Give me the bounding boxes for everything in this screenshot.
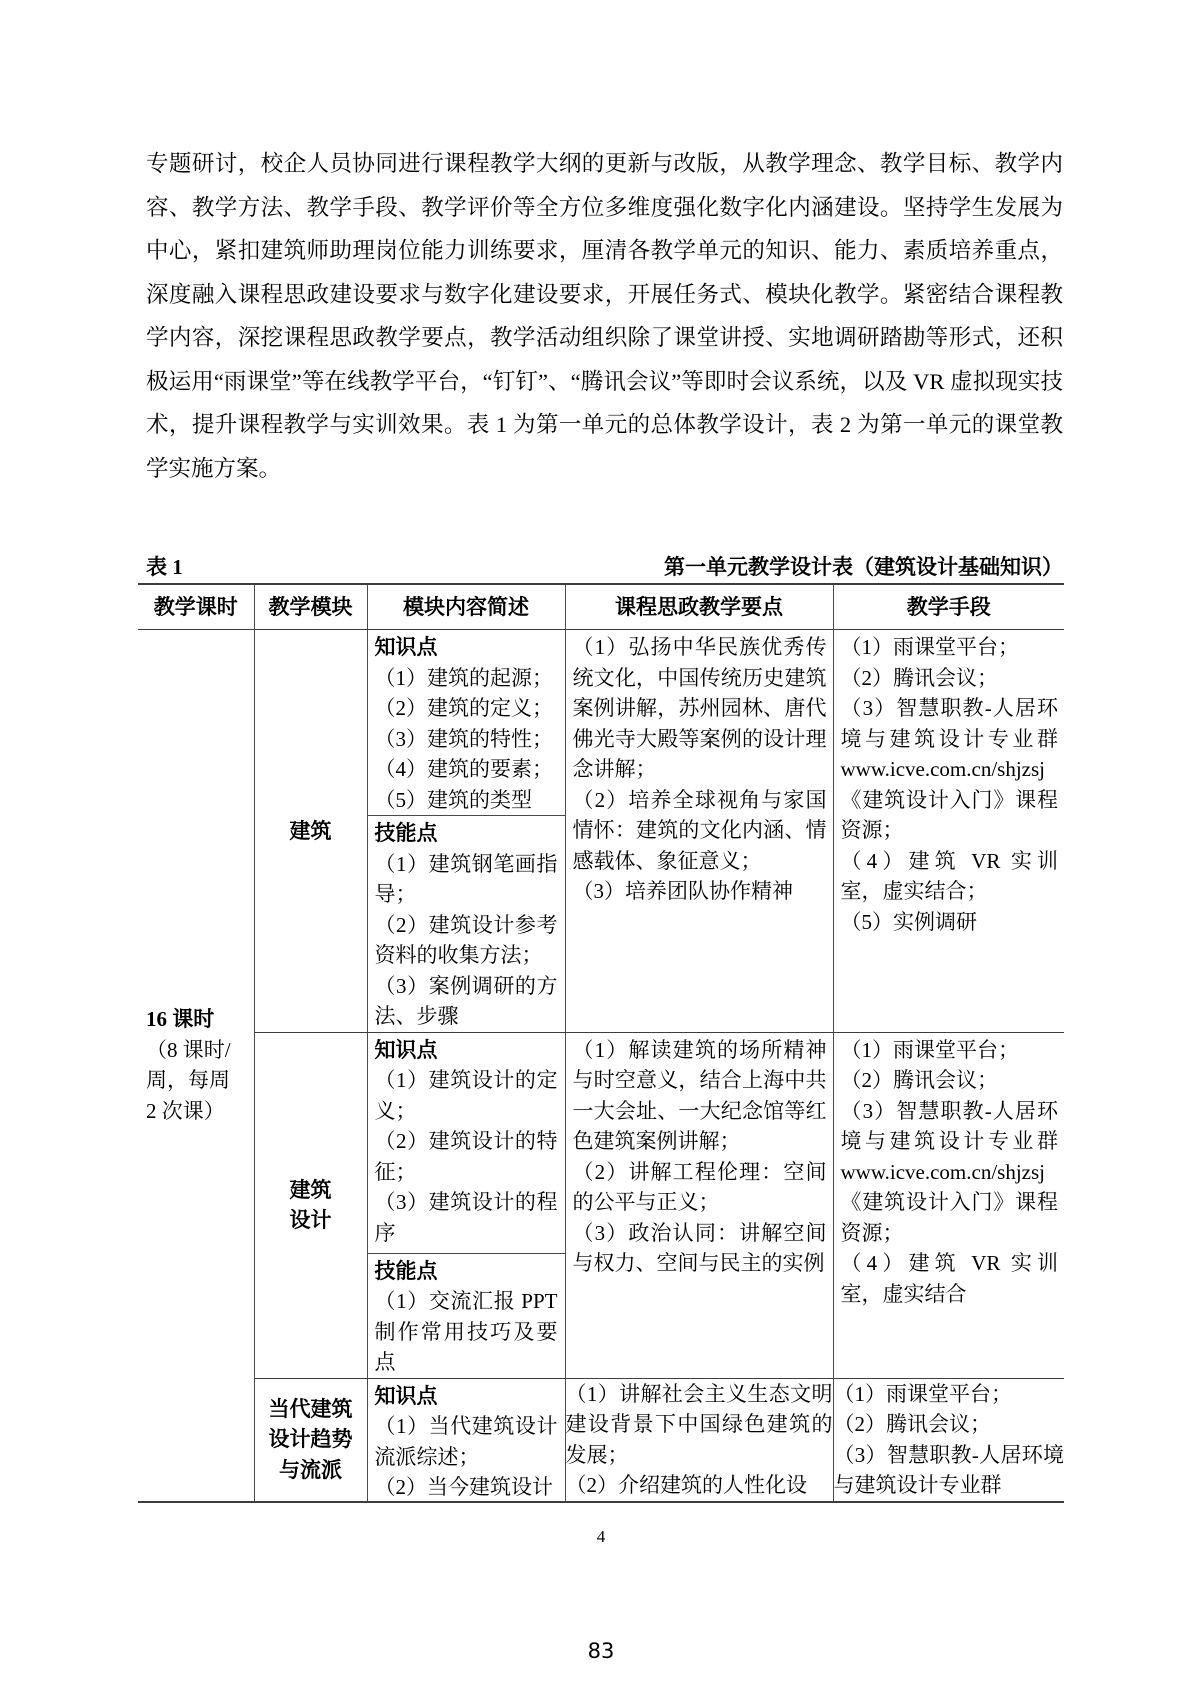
methods-items: [834, 1033, 1065, 1310]
item-text: 当代建筑: [268, 1396, 353, 1421]
skill-items: [375, 849, 558, 1032]
module-name-cell: [254, 1378, 367, 1502]
item-text: （3）建筑设计的程序: [374, 1190, 558, 1245]
ideology-items: [566, 1379, 833, 1499]
module-name: [259, 1175, 363, 1236]
item-text: （1）弘扬中华民族优秀传统文化，中国传统历史建筑案例讲解，苏州园林、唐代佛光寺大殿等案例的设计理念讲解；: [572, 635, 827, 781]
hours-main-text: 16 课时: [146, 1007, 215, 1032]
section-label: 知识点: [374, 1383, 438, 1408]
item-text: （3）智慧职教-人居环境与建筑设计专业群 www.icve.com.cn/shjzsj《建筑设计入门》课程资源；: [840, 696, 1058, 842]
item-text: （2）介绍建筑的人性化设: [565, 1473, 807, 1497]
ideology-points-cell: [565, 1378, 833, 1502]
item-text: （2）腾讯会议；: [833, 1412, 991, 1436]
skill-section: [368, 1253, 565, 1378]
item-text: （1）当代建筑设计流派综述；: [374, 1414, 558, 1469]
item-text: （1）建筑钢笔画指导；: [374, 851, 558, 906]
item-text: 建筑: [289, 818, 332, 843]
table-caption: [146, 551, 1063, 581]
item-text: （2）建筑的定义；: [374, 696, 553, 720]
knowledge-section: [368, 630, 565, 815]
item-text: （1）雨课堂平台；: [833, 1381, 1012, 1406]
item-text: 建筑: [289, 1177, 332, 1202]
module-name: [259, 816, 363, 847]
module-name-cell: [254, 630, 367, 1033]
item-text: （5）实例调研: [840, 909, 977, 934]
item-text: 与流派: [279, 1457, 342, 1482]
item-text: （5）建筑的类型: [374, 787, 532, 812]
item-text: （1）建筑的起源；: [374, 665, 553, 690]
item-text: （1）建筑设计的定义；: [374, 1068, 558, 1123]
item-text: （2）建筑设计参考资料的收集方法；: [374, 912, 558, 967]
item-text: （1）解读建筑的场所精神与时空意义，结合上海中共一大会址、一大纪念馆等红色建筑案例讲解；: [572, 1037, 827, 1153]
module-name-cell: [254, 1032, 367, 1378]
item-text: （4）建筑的要素；: [374, 757, 553, 781]
header-teaching-hours: 教学课时: [138, 584, 254, 630]
knowledge-items: [375, 1411, 558, 1499]
teaching-methods-cell: [833, 630, 1064, 1033]
skill-items: [375, 1286, 558, 1378]
module-content-cell: [367, 1378, 565, 1502]
item-text: （1）雨课堂平台；: [840, 635, 1019, 659]
knowledge-section: [368, 1379, 565, 1499]
item-text: （2）当今建筑设计: [374, 1475, 553, 1499]
item-text: 2 次课）: [146, 1098, 225, 1123]
module-content-cell: [367, 630, 565, 1033]
item-text: （8 课时/: [146, 1037, 231, 1062]
teaching-design-table: [138, 583, 1064, 1503]
knowledge-items: [375, 663, 558, 816]
item-text: （3）培养团队协作精神: [572, 879, 793, 903]
teaching-hours-cell: [138, 630, 254, 1502]
section-label: 技能点: [374, 1258, 438, 1283]
knowledge-items: [375, 1065, 558, 1248]
item-text: （2）建筑设计的特征；: [374, 1129, 558, 1184]
item-text: （2）腾讯会议；: [840, 1068, 998, 1092]
item-text: （3）智慧职教-人居环境与建筑设计专业群: [833, 1442, 1064, 1497]
item-text: 周，每周: [146, 1068, 230, 1093]
table-caption-title: 第一单元教学设计表（建筑设计基础知识）: [664, 555, 1063, 579]
table-row-module-2: [138, 1032, 1064, 1378]
item-text: （4）建筑 VR 实训室，虚实结合；: [840, 848, 1058, 903]
table-row-module-3: [138, 1378, 1064, 1502]
item-text: （3）案例调研的方法、步骤: [374, 973, 558, 1028]
table-header-row: [138, 584, 1064, 630]
header-teaching-methods: 教学手段: [833, 584, 1064, 630]
item-text: （1）雨课堂平台；: [840, 1037, 1019, 1062]
section-label: 技能点: [374, 821, 438, 845]
section-label: 知识点: [374, 635, 438, 659]
ideology-points-cell: [565, 630, 833, 1033]
hours-note: [146, 1035, 248, 1127]
item-text: （4）建筑 VR 实训室，虚实结合: [840, 1251, 1058, 1306]
item-text: （1）交流汇报 PPT 制作常用技巧及要点: [374, 1289, 558, 1374]
header-module-content: 模块内容简述: [367, 584, 565, 630]
table-row-module-1: [138, 630, 1064, 1033]
methods-items: [834, 630, 1065, 937]
item-text: 设计趋势: [268, 1427, 353, 1452]
header-teaching-module: 教学模块: [254, 584, 367, 630]
teaching-methods-cell: [833, 1032, 1064, 1378]
module-name: [259, 1394, 363, 1486]
module-content-cell: [367, 1032, 565, 1378]
section-page-number: 4: [596, 1527, 606, 1546]
item-text: （3）建筑的特性；: [374, 726, 553, 751]
book-page-number: 83: [587, 1639, 615, 1663]
ideology-items: [566, 1033, 833, 1279]
item-text: （1）讲解社会主义生态文明建设背景下中国绿色建筑的发展；: [565, 1381, 833, 1467]
item-text: （3）智慧职教-人居环境与建筑设计专业群 www.icve.com.cn/shjzsj《建筑设计入门》课程资源；: [840, 1098, 1058, 1245]
body-paragraph: 专题研讨，校企人员协同进行课程教学大纲的更新与改版，从教学理念、教学目标、教学内容、教学方法、教学手段、教学评价等全方位多维度强化数字化内涵建设。坚持学生发展为中心，紧扣建筑师助理岗位能力训练要求，厘清各教学单元的知识、能力、素质培养重点，深度融入课程思政建设要求与数字化建设要求，开展任务式、模块化教学。紧密结合课程教学内容，深挖课程思政教学要点，教学活动组织除了课堂讲授、实地调研踏勘等形式，还积极运用“雨课堂”等在线教学平台，“钉钉”、“腾讯会议”等即时会议系统，以及 VR 虚拟现实技术，提升课程教学与实训效果。表 1 为第一单元的总体教学设计，表 2 为第一单元的课堂教学实施方案。: [146, 151, 1063, 481]
item-text: （2）讲解工程伦理：空间的公平与正义；: [572, 1159, 827, 1214]
methods-items: [834, 1379, 1065, 1499]
ideology-points-cell: [565, 1032, 833, 1378]
item-text: 设计: [289, 1208, 332, 1232]
item-text: （2）培养全球视角与家国情怀：建筑的文化内涵、情感载体、象征意义；: [572, 787, 827, 873]
ideology-items: [566, 630, 833, 907]
teaching-design-table-wrapper: [138, 583, 1064, 1503]
section-label: 知识点: [374, 1037, 438, 1062]
teaching-methods-cell: [833, 1378, 1064, 1502]
item-text: （2）腾讯会议；: [840, 665, 998, 690]
skill-section: [368, 815, 565, 1032]
header-ideology-points: 课程思政教学要点: [565, 584, 833, 630]
knowledge-section: [368, 1033, 565, 1253]
item-text: （3）政治认同：讲解空间与权力、空间与民主的实例: [572, 1220, 827, 1275]
table-caption-label: 表 1: [146, 555, 183, 579]
